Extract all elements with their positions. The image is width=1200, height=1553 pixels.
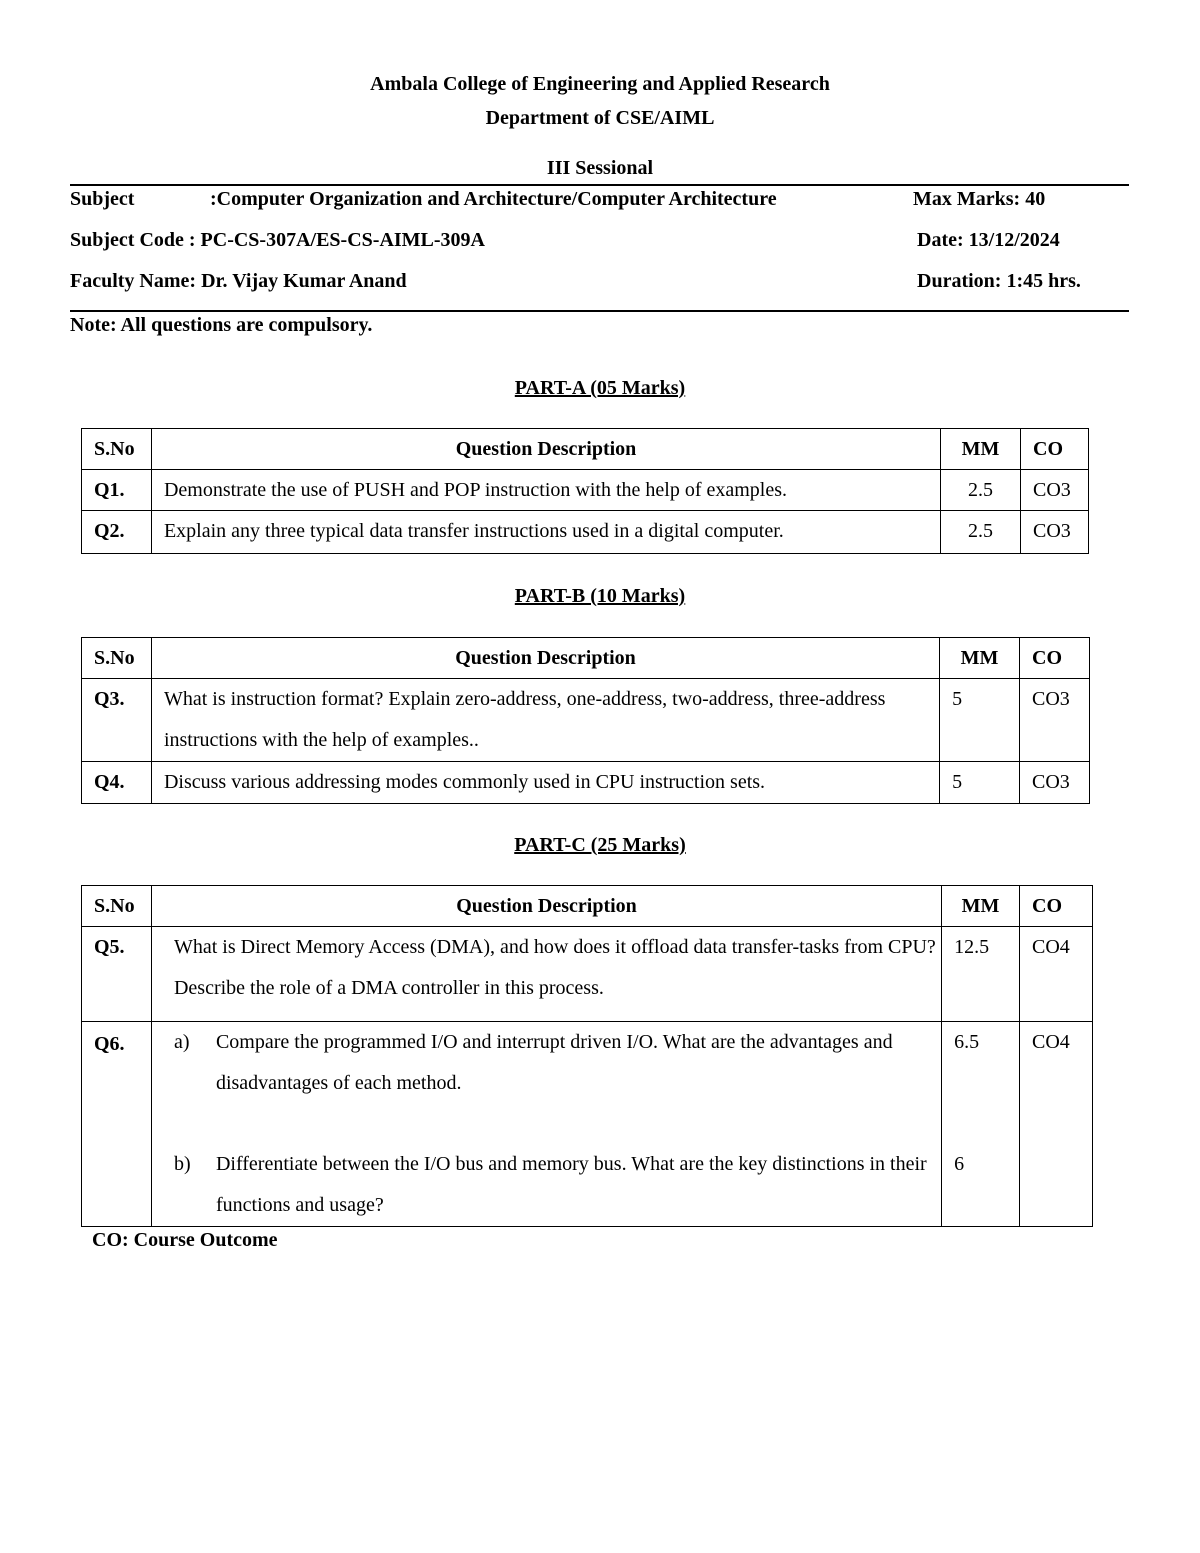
part-a-title: PART-A (05 Marks) [514, 377, 686, 399]
col-mm: MM [941, 429, 1021, 470]
footnote: CO: Course Outcome [92, 1229, 278, 1251]
q-co: CO4 [1020, 1022, 1093, 1227]
q-description: Explain any three typical data transfer instructions used in a digital computer. [151, 511, 940, 554]
col-desc: Question Description [151, 638, 939, 679]
q-number: Q5. [82, 927, 152, 1022]
q-number: Q1. [82, 470, 152, 511]
q-number: Q2. [82, 511, 152, 554]
exam-title: III Sessional [546, 157, 654, 179]
part-b-table [81, 637, 1090, 804]
sub-text: Compare the programmed I/O and interrupt driven I/O. What are the advantages and disadvantages of each method. [215, 1031, 893, 1094]
table-row [82, 762, 1090, 804]
q-marks: 2.5 [941, 470, 1021, 511]
q-description: Discuss various addressing modes commonly used in CPU instruction sets. [151, 762, 939, 804]
sub-label: a) [173, 1031, 190, 1053]
q-description [151, 1022, 941, 1227]
subject-code: Subject Code : PC-CS-307A/ES-CS-AIML-309A [70, 229, 485, 251]
q-marks: 2.5 [941, 511, 1021, 554]
col-co: CO [1020, 638, 1090, 679]
bottom-divider [70, 310, 1129, 312]
note: Note: All questions are compulsory. [70, 314, 373, 336]
q-marks: 5 [940, 762, 1020, 804]
col-sno: S.No [82, 638, 152, 679]
col-mm: MM [940, 638, 1020, 679]
exam-date: Date: 13/12/2024 [917, 229, 1060, 251]
sub-label: b) [173, 1153, 191, 1175]
q-number: Q6. [82, 1022, 152, 1227]
q-description: Demonstrate the use of PUSH and POP instruction with the help of examples. [151, 470, 940, 511]
college-name: Ambala College of Engineering and Applied Research [370, 73, 830, 95]
q-number: Q4. [82, 762, 152, 804]
part-c-title: PART-C (25 Marks) [514, 834, 686, 856]
table-row [82, 927, 1093, 1022]
max-marks: Max Marks: 40 [913, 188, 1046, 210]
q-marks: 12.5 [942, 927, 1020, 1022]
top-divider [70, 184, 1129, 186]
table-row [82, 470, 1089, 511]
col-sno: S.No [82, 429, 152, 470]
table-header-row [82, 886, 1093, 927]
subject-label: Subject [70, 188, 135, 210]
q-marks [942, 1022, 1020, 1227]
table-row [82, 679, 1090, 762]
col-co: CO [1021, 429, 1089, 470]
q-co: CO4 [1020, 927, 1093, 1022]
sub-question-b [174, 1144, 941, 1226]
q-co: CO3 [1021, 511, 1089, 554]
part-c-table [81, 885, 1093, 1227]
col-sno: S.No [82, 886, 152, 927]
q-description: What is Direct Memory Access (DMA), and how does it offload data transfer-tasks from CPU? Describe the role of a DMA controller in this process. [151, 927, 941, 1022]
part-a-table [81, 428, 1089, 554]
marks-a: 6.5 [954, 1031, 980, 1053]
q-number: Q3. [82, 679, 152, 762]
col-desc: Question Description [151, 886, 941, 927]
subject-value: :Computer Organization and Architecture/Computer Architecture [210, 188, 777, 210]
department-name: Department of CSE/AIML [485, 107, 715, 129]
sub-question-a [174, 1022, 941, 1104]
col-mm: MM [942, 886, 1020, 927]
sub-text: Differentiate between the I/O bus and memory bus. What are the key distinctions in their functions and usage? [215, 1153, 927, 1216]
table-header-row [82, 429, 1089, 470]
q-co: CO3 [1020, 679, 1090, 762]
q-co: CO3 [1021, 470, 1089, 511]
part-b-title: PART-B (10 Marks) [514, 585, 686, 607]
table-row [82, 1022, 1093, 1227]
q-description: What is instruction format? Explain zero-address, one-address, two-address, three-address instructions with the help of examples.. [151, 679, 939, 762]
table-row [82, 511, 1089, 554]
col-desc: Question Description [151, 429, 940, 470]
col-co: CO [1020, 886, 1093, 927]
table-header-row [82, 638, 1090, 679]
q-co: CO3 [1020, 762, 1090, 804]
marks-b: 6 [954, 1153, 965, 1175]
q-marks: 5 [940, 679, 1020, 762]
duration: Duration: 1:45 hrs. [917, 270, 1081, 292]
faculty-name: Faculty Name: Dr. Vijay Kumar Anand [70, 270, 407, 292]
